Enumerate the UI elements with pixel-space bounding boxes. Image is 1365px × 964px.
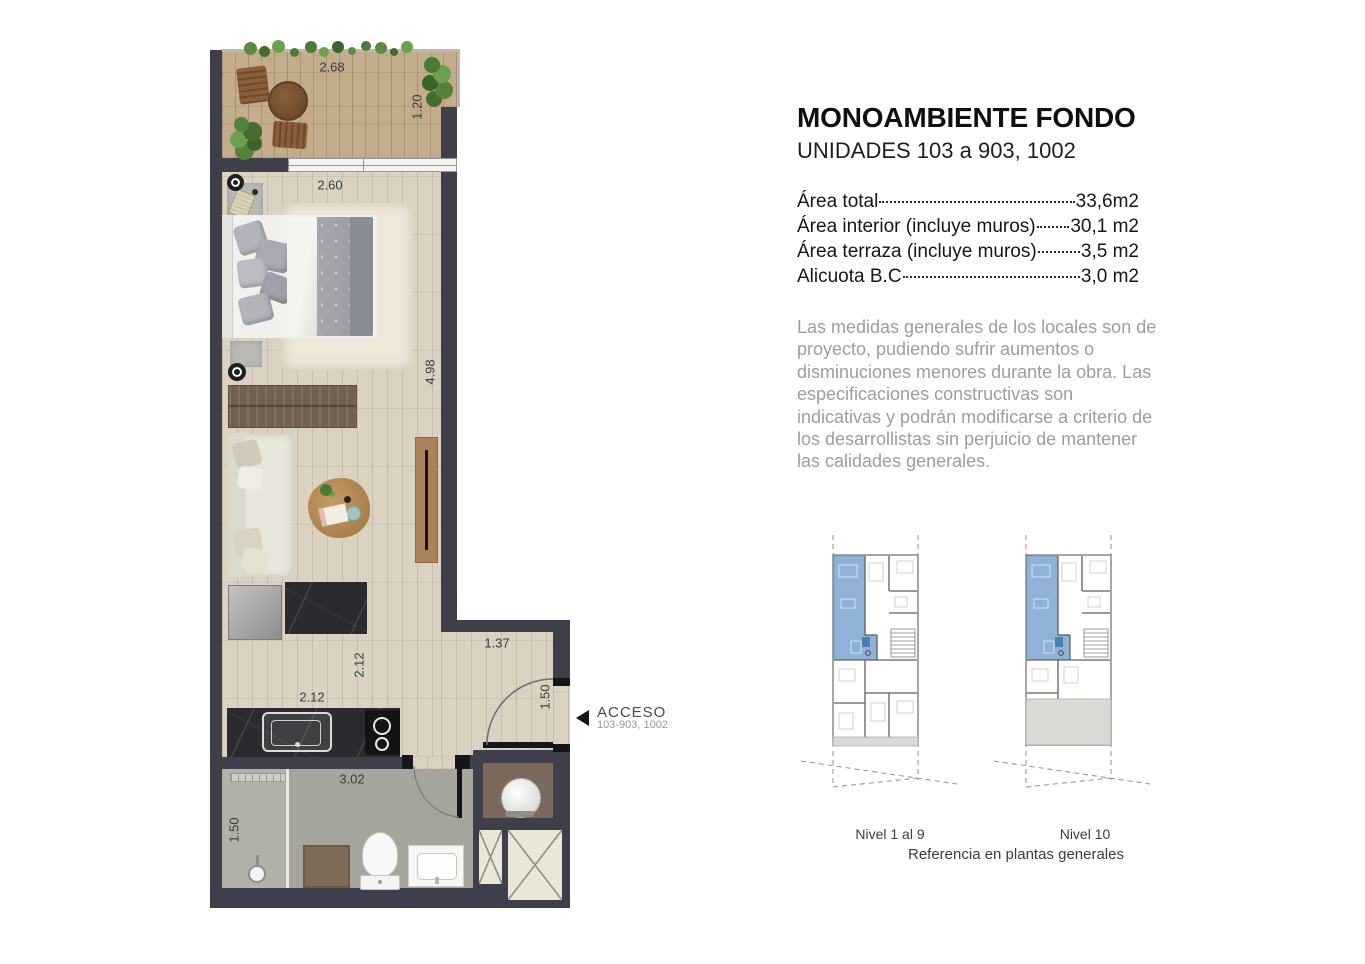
sofa-pillow [237,465,264,490]
wall-entry-right [553,620,570,682]
kitchen-island [285,582,367,634]
dim-shower-depth: 1.50 [226,817,242,843]
plant-top-1 [244,42,257,55]
wall-lamp-bottom [228,363,246,381]
area-label: Alicuota B.C [797,266,902,287]
vanity-basin [417,853,457,880]
bath-door-jamb-left [402,755,413,769]
table-book [318,503,348,526]
entry-door-jamb-top [553,678,570,686]
area-label: Área interior (incluye muros) [797,216,1036,237]
wardrobe-rail [229,405,356,407]
shaft-large [508,830,562,900]
terrace-bench [272,121,308,149]
shower-head [248,865,266,883]
bed [222,215,377,338]
access-arrow-icon [576,710,589,726]
dim-hall-width: 1.37 [484,635,510,651]
area-label: Área terraza (incluye muros) [797,241,1037,262]
shower-stem [256,855,259,866]
sink [262,712,332,752]
wall-left [210,50,222,908]
cooktop [365,710,400,755]
floor-plan [210,45,570,915]
wall-kitchen-bath [222,757,412,769]
dim-terrace-depth: 1.20 [409,94,425,120]
terrace-table [268,81,308,121]
plant-left [234,117,249,132]
decor-dot [252,189,258,195]
area-value: 33,6m2 [1075,191,1139,212]
toilet-bowl [362,832,398,877]
entry-door-hinge [553,744,570,752]
page-subtitle: UNIDADES 103 a 903, 1002 [797,138,1076,163]
sink-faucet [295,742,300,747]
area-value: 3,0 m2 [1080,266,1139,287]
hall-floor [441,632,553,757]
toilet [360,832,400,890]
heater-base [506,811,534,817]
plant-top-3 [375,42,387,54]
disclaimer-text: Las medidas generales de los locales son de proyecto, pudiendo sufrir aumentos o disminuciones menores durante la obra. Las especificaciones constructivas son indicativas y podrán modificarse a criterio de los desarrollistas sin perjuicio de mantener las calidades generales. [797,317,1157,472]
area-value: 30,1 m2 [1070,216,1139,237]
mini-plan-nivel-1-9 [799,533,959,825]
area-row [797,191,1139,216]
wall-slidingdoor-side [222,158,290,172]
dim-bedroom-width: 2.60 [317,177,343,193]
shower-bar [230,773,286,782]
bath-door-leaf [457,763,462,818]
title-block [797,103,1177,164]
wall-right-main [441,107,457,632]
bath-mat [303,845,350,888]
area-label: Área total [797,191,879,212]
access-label: ACCESO [597,704,667,721]
terrace-sliding-door [288,158,457,172]
sheet-fold [287,217,317,336]
wall-hall-top [441,620,570,632]
dim-living-length: 4.98 [422,359,438,385]
page-title: MONOAMBIENTE FONDO [797,102,1136,133]
plant-right [424,57,440,73]
dim-kitchen-depth: 2.12 [351,652,367,678]
level-label-10: Nivel 10 [1059,826,1111,842]
terrace-chair [236,65,270,104]
dim-bath-width: 3.02 [339,771,365,787]
access-units: 103-903, 1002 [597,719,668,731]
vanity-faucet [435,877,439,884]
tv [425,450,428,550]
coffee-table [308,478,370,538]
dim-entry-width: 1.50 [537,684,553,710]
shaft-small [479,830,502,884]
terrace-floor-lower [222,107,441,158]
fridge [228,585,282,640]
headboard [222,215,233,338]
shower-glass [286,769,289,888]
dim-terrace-width: 2.68 [319,59,345,75]
terrace-railing-right [457,49,460,107]
area-row [797,266,1139,291]
terrace-railing [222,49,460,52]
area-row [797,216,1139,241]
plant-top-2 [305,41,317,53]
area-row [797,241,1139,266]
vanity [408,845,464,887]
bath-door-floor [412,757,457,769]
mini-plan-nivel-10 [992,533,1152,825]
table-plant [320,484,332,496]
area-value: 3,5 m2 [1080,241,1139,262]
reference-caption: Referencia en plantas generales [908,846,1124,863]
burner [375,737,389,751]
sofa-pillow [231,438,263,470]
table-cup [344,496,351,503]
toilet-button [378,880,382,884]
dot-leader [879,201,1074,203]
pillow [237,292,275,327]
area-table [797,191,1139,291]
entry-floor [553,682,570,750]
entry-door-leaf [483,742,553,748]
sofa [228,433,293,577]
wardrobe [228,385,357,428]
burner [373,717,391,735]
wall-lamp-top [227,174,244,191]
dot-leader [903,276,1080,278]
dot-leader [1037,226,1070,228]
dot-leader [1038,251,1080,253]
dim-kitchen-run: 2.12 [299,689,325,705]
level-label-1-9: Nivel 1 al 9 [855,826,925,842]
foot-runner [350,217,373,336]
